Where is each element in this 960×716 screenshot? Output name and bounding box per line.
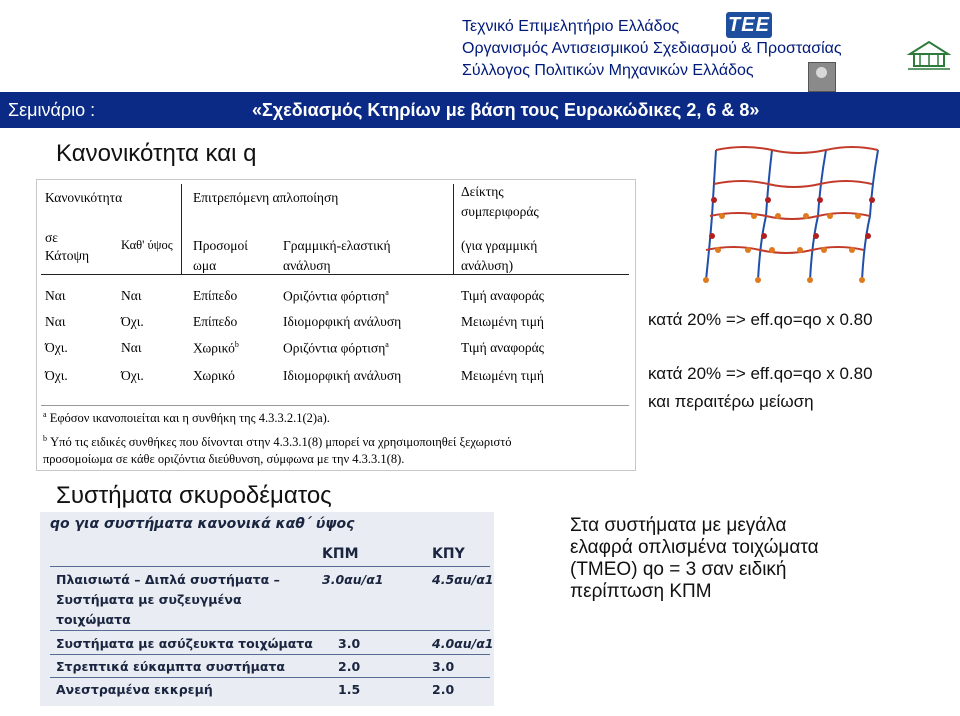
- tmeo-line: περίπτωση ΚΠΜ: [570, 581, 712, 602]
- cell-dcm: 3.0αu/α1: [322, 572, 384, 587]
- table-rule: [453, 184, 454, 274]
- header-plan-2: Κάτοψη: [45, 248, 90, 263]
- slide-title: Κανονικότητα και q: [56, 140, 257, 167]
- cell-analysis: Ιδιομορφική ανάλυση: [283, 314, 402, 329]
- row-divider: [50, 654, 490, 655]
- cell-system: Στρεπτικά εύκαμπτα συστήματα: [56, 659, 285, 674]
- cell-analysis: Οριζόντια φόρτιση$^a$: [283, 340, 389, 356]
- cell-system: Πλαισιωτά – Διπλά συστήματα –: [56, 572, 280, 587]
- header-for-linear-2: ανάλυση): [461, 258, 514, 273]
- seminar-title: «Σχεδιασμός Κτηρίων με βάση τους Ευρωκώδικες 2, 6 & 8»: [252, 100, 760, 120]
- cell-system: Ανεστραμένα εκκρεμή: [56, 682, 213, 697]
- frame-deformation-diagram: [686, 132, 896, 302]
- cell-dcm: 1.5: [338, 682, 361, 697]
- row-divider: [50, 566, 490, 567]
- cell-system-line2: Συστήματα με συζευγμένα: [56, 592, 242, 607]
- header-simplification: Επιτρεπόμενη απλοποίηση: [193, 190, 339, 205]
- cell-model: Χωρικό$^b$: [193, 340, 239, 356]
- cell-plan: Όχι.: [45, 368, 68, 383]
- header-organizations: [462, 16, 902, 82]
- footnote-b-line2: προσομοίωμα σε κάθε οριζόντια διεύθυνση, σύμφωνα με την 4.3.3.1(8).: [43, 452, 405, 466]
- header-behaviour-factor-2: συμπεριφοράς: [461, 204, 539, 219]
- cell-elevation: Όχι.: [121, 368, 144, 383]
- header-model-2: ωμα: [193, 258, 217, 273]
- note-row4: κατά 20% => eff.qο=qο x 0.80: [648, 364, 873, 383]
- header-plan: σε: [45, 230, 58, 245]
- seminar-band: [0, 92, 960, 128]
- header-behaviour-factor: Δείκτης: [461, 184, 504, 199]
- cell-dcm: 3.0: [338, 636, 361, 651]
- q-table-title: qο για συστήματα κανονικά καθ΄ ύψος: [50, 516, 355, 532]
- header-for-linear: (για γραμμική: [461, 238, 538, 253]
- cell-plan: Ναι: [45, 288, 66, 303]
- cell-system: Συστήματα με ασύζευκτα τοιχώματα: [56, 636, 313, 651]
- cell-q: Μειωμένη τιμή: [461, 368, 544, 383]
- cell-model: Επίπεδο: [193, 288, 238, 303]
- cell-system-line3: τοιχώματα: [56, 612, 131, 627]
- footnote-b: $^b$ Υπό τις ειδικές συνθήκες που δίνονται στην 4.3.3.1(8) μπορεί να χρησιμοποιηθεί ξεχωριστό: [43, 434, 512, 450]
- section-title: Συστήματα σκυροδέματος: [56, 482, 332, 509]
- cell-model: Χωρικό: [193, 368, 235, 383]
- header-model: Προσομοί: [193, 238, 248, 253]
- cell-elevation: Ναι: [121, 340, 142, 355]
- org-oasp: Οργανισμός Αντισεισμικού Σχεδιασμού & Προστασίας: [462, 40, 842, 57]
- seminar-label: Σεμινάριο :: [8, 100, 96, 120]
- tmeo-line: ελαφρά οπλισμένα τοιχώματα: [570, 537, 819, 558]
- footnote-a: $^a$ Εφόσον ικανοποιείται και η συνθήκη της 4.3.3.2.1(2)a).: [43, 410, 330, 426]
- cell-dcm: 2.0: [338, 659, 361, 674]
- tmeo-line: (ΤΜΕΟ) qο = 3 σαν ειδική: [570, 559, 787, 580]
- cell-analysis: Οριζόντια φόρτιση$^a$: [283, 288, 389, 304]
- table-rule: [181, 184, 182, 274]
- table-rule: [41, 274, 629, 275]
- cell-model: Επίπεδο: [193, 314, 238, 329]
- cell-q: Τιμή αναφοράς: [461, 340, 545, 355]
- regularity-table: [36, 179, 636, 471]
- column-dch: ΚΠΥ: [432, 546, 465, 562]
- org-tee: Τεχνικό Επιμελητήριο Ελλάδος: [462, 18, 680, 35]
- q-values-table: [40, 512, 494, 706]
- cell-plan: Όχι.: [45, 340, 68, 355]
- cell-elevation: Όχι.: [121, 314, 144, 329]
- portrait-image: [808, 62, 836, 92]
- note-row4-line2: και περαιτέρω μείωση: [648, 392, 814, 411]
- header-elevation: Καθ' ύψος: [121, 238, 173, 252]
- row-divider: [50, 677, 490, 678]
- row-divider: [50, 630, 490, 631]
- tmeo-line: Στα συστήματα με μεγάλα: [570, 515, 787, 536]
- column-dcm: ΚΠΜ: [322, 546, 359, 562]
- tmeo-note: [570, 515, 870, 603]
- cell-elevation: Ναι: [121, 288, 142, 303]
- tee-logo: ΤΕΕ: [726, 12, 772, 38]
- cell-analysis: Ιδιομορφική ανάλυση: [283, 368, 402, 383]
- header-analysis: Γραμμική-ελαστική: [283, 238, 391, 253]
- cell-dch: 4.5αu/α1: [432, 572, 494, 587]
- org-spme: Σύλλογος Πολιτικών Μηχανικών Ελλάδος: [462, 62, 754, 79]
- note-row2: κατά 20% => eff.qο=qο x 0.80: [648, 310, 873, 329]
- cell-dch: 2.0: [432, 682, 455, 697]
- table-rule: [41, 405, 629, 406]
- cell-q: Μειωμένη τιμή: [461, 314, 544, 329]
- cell-q: Τιμή αναφοράς: [461, 288, 545, 303]
- oasp-logo: [906, 38, 952, 72]
- cell-plan: Ναι: [45, 314, 66, 329]
- header-analysis-2: ανάλυση: [283, 258, 331, 273]
- cell-dch: 4.0αu/α1: [432, 636, 494, 651]
- header-regularity: Κανονικότητα: [45, 190, 123, 205]
- cell-dch: 3.0: [432, 659, 455, 674]
